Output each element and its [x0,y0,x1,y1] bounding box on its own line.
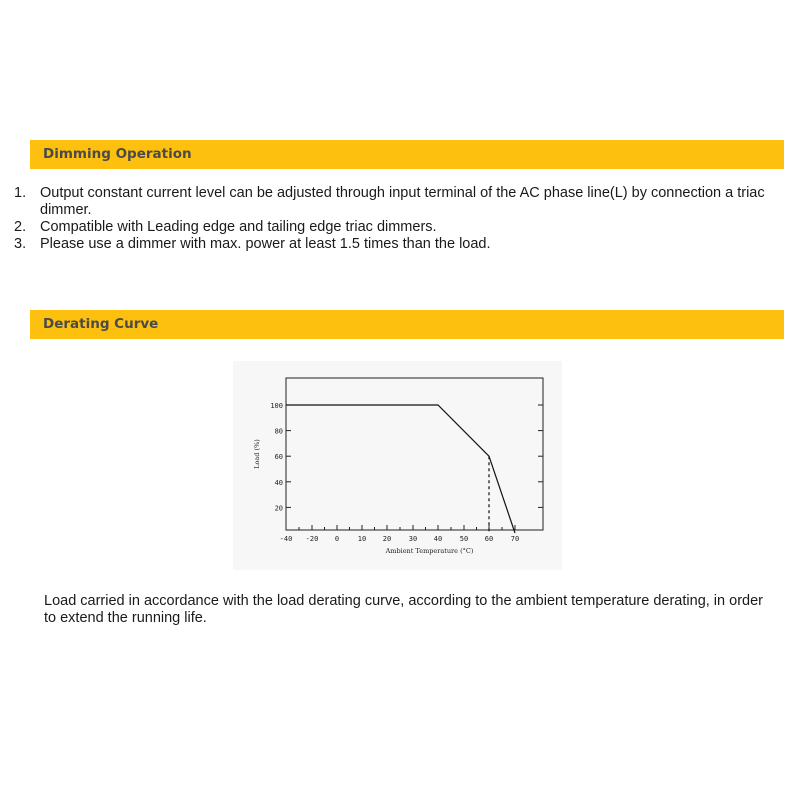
derating-chart [233,361,562,570]
x-tick-label: 60 [484,535,494,543]
list-item-text: Compatible with Leading edge and tailing edge triac dimmers. [40,219,437,235]
x-tick-label: 70 [510,535,520,543]
y-tick-label: 60 [274,453,283,462]
derating-note: Load carried in accordance with the load derating curve, according to the ambient temperature derating, in order to extend the running life. [44,593,763,626]
section-header-derating [30,310,784,339]
x-tick-label: -20 [305,535,319,543]
y-axis-label: Load (%) [253,439,261,469]
list-item-number: 2. [14,219,27,235]
section-title-dimming: Dimming Operation [43,146,192,162]
y-tick-label: 80 [274,427,283,436]
y-tick-label: 100 [270,402,283,410]
y-tick-label: 20 [274,504,283,513]
y-tick-label: 40 [274,478,283,487]
list-item [14,185,784,219]
x-axis-label: Ambient Temperature (°C) [385,547,474,555]
x-tick-label: 40 [433,535,443,543]
dimming-list [14,185,784,253]
x-tick-label: 30 [408,535,418,543]
derating-line [286,405,515,533]
x-tick-label: 50 [459,535,469,543]
section-title-derating: Derating Curve [43,316,159,332]
list-item-number: 1. [14,185,27,201]
list-item [14,219,784,236]
list-item-text: Please use a dimmer with max. power at least 1.5 times than the load. [40,236,491,252]
x-tick-label: 0 [334,535,340,543]
x-tick-label: 10 [357,535,367,543]
plot-frame [286,378,543,530]
x-tick-label: 20 [382,535,392,543]
list-item [14,236,784,253]
list-item-text: Output constant current level can be adjusted through input terminal of the AC phase line(L) by connection a triac dimmer. [40,185,765,218]
x-tick-label: -40 [279,535,293,543]
derating-chart-svg [233,361,562,570]
list-item-number: 3. [14,236,27,252]
section-header-dimming [30,140,784,169]
